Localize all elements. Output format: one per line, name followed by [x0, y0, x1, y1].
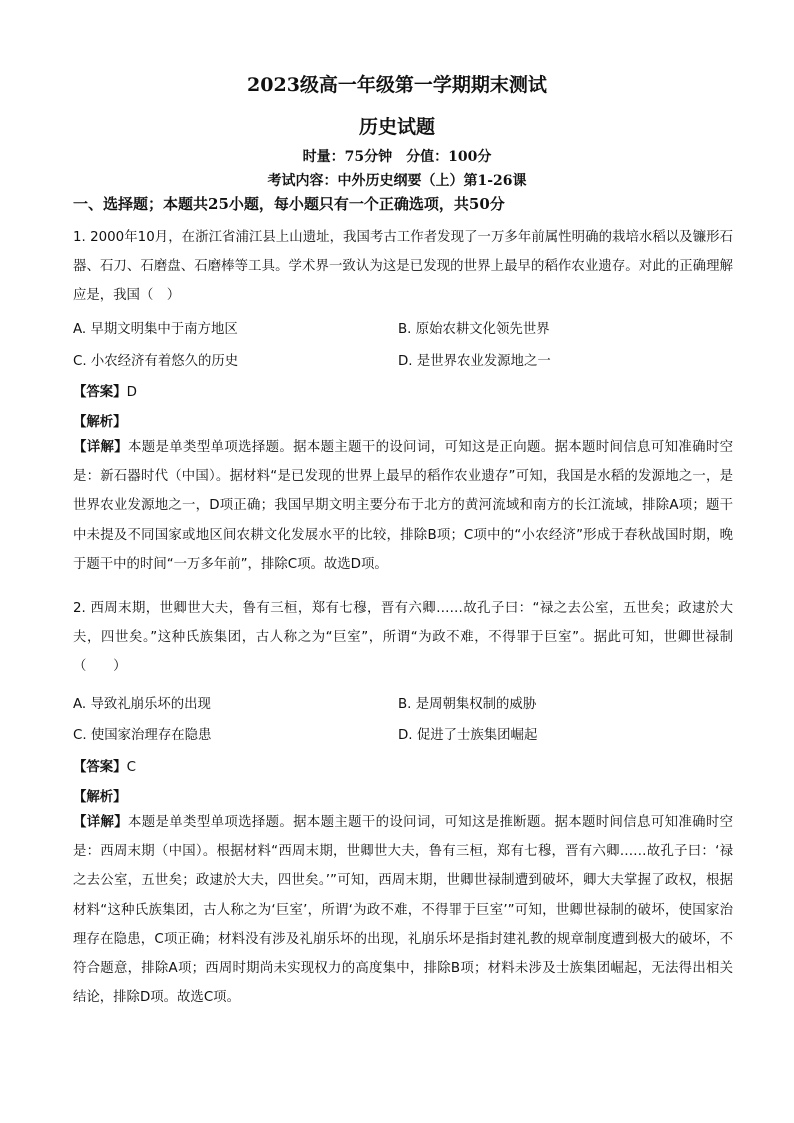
time-score-line: 时量：75分钟 分值：100分: [302, 149, 492, 165]
question-2-analysis-label: 【解析】: [73, 790, 127, 805]
answer-value: D: [126, 385, 137, 400]
question-2-option-d: D. 促进了士族集团崛起: [398, 728, 538, 743]
question-1-option-a: A. 早期文明集中于南方地区: [73, 322, 238, 337]
answer-value: C: [126, 760, 136, 775]
question-2-stem: 2. 西周末期，世卿世大夫，鲁有三桓，郑有七穆，晋有六卿……故孔子曰：“禄之去公室，五世矣；政逮於大夫，四世矣。”这种氏族集团，古人称之为“巨室”，所谓“为政不难，不得罪于巨室”。据此可知，世卿世禄制（ ）: [73, 601, 733, 675]
question-2-option-c: C. 使国家治理存在隐患: [73, 728, 212, 743]
subject-title: 历史试题: [358, 116, 435, 138]
answer-label: 【答案】: [73, 760, 127, 775]
question-2-option-a: A. 导致礼崩乐坏的出现: [73, 697, 211, 712]
question-1-analysis-label: 【解析】: [73, 415, 127, 430]
question-2-option-b: B. 是周朝集权制的威胁: [398, 697, 537, 712]
exam-title: 2023级高一年级第一学期期末测试: [247, 74, 547, 96]
section-heading: 一、选择题；本题共25小题，每小题只有一个正确选项，共50分: [73, 195, 505, 213]
question-1-option-d: D. 是世界农业发源地之一: [398, 354, 551, 369]
question-2-answer: [73, 756, 136, 775]
question-1-option-c: C. 小农经济有着悠久的历史: [73, 354, 239, 369]
answer-label: 【答案】: [73, 385, 127, 400]
question-1-answer: [73, 381, 137, 400]
question-1-option-b: B. 原始农耕文化领先世界: [398, 322, 550, 337]
exam-scope-line: 考试内容：中外历史纲要（上）第1-26课: [267, 173, 527, 189]
detail-label: 【详解】: [73, 440, 129, 455]
detail-label: 【详解】: [73, 815, 129, 830]
question-1-stem: 1. 2000年10月，在浙江省浦江县上山遗址，我国考古工作者发现了一万多年前属性明确的栽培水稻以及镰形石器、石刀、石磨盘、石磨棒等工具。学术界一致认为这是已发现的世界上最早的稻作农业遗存。对此的正确理解应是，我国（ ）: [73, 230, 733, 304]
detail-text: 本题是单类型单项选择题。据本题主题干的设问词，可知这是正向题。据本题时间信息可知准确时空是：新石器时代（中国）。据材料“是已发现的世界上最早的稻作农业遗存”可知，我国是水稻的发源地之一，是世界农业发源地之一，D项正确；我国早期文明主要分布于北方的黄河流域和南方的长江流域，排除A项；题干中未提及不同国家或地区间农耕文化发展水平的比较，排除B项；C项中的“小农经济”形成于春秋战国时期，晚于题干中的时间“一万多年前”，排除C项。故选D项。: [73, 440, 733, 572]
question-1-detail: [73, 433, 733, 579]
detail-text: 本题是单类型单项选择题。据本题主题干的设问词，可知这是推断题。据本题时间信息可知准确时空是：西周末期（中国）。根据材料“西周末期，世卿世大夫，鲁有三桓，郑有七穆，晋有六卿……故孔子曰：‘禄之去公室，五世矣；政逮於大夫，四世矣。’”可知，西周末期，世卿世禄制遭到破坏，卿大夫掌握了政权，根据材料“这种氏族集团，古人称之为‘巨室’，所谓‘为政不难，不得罪于巨室’”可知，世卿世禄制的破坏，使国家治理存在隐患，C项正确；材料没有涉及礼崩乐坏的出现，礼崩乐坏是指封建礼教的规章制度遭到极大的破坏，不符合题意，排除A项；西周时期尚未实现权力的高度集中，排除B项；材料未涉及士族集团崛起，无法得出相关结论，排除D项。故选C项。: [73, 815, 733, 1006]
question-2-detail: [73, 808, 733, 1012]
